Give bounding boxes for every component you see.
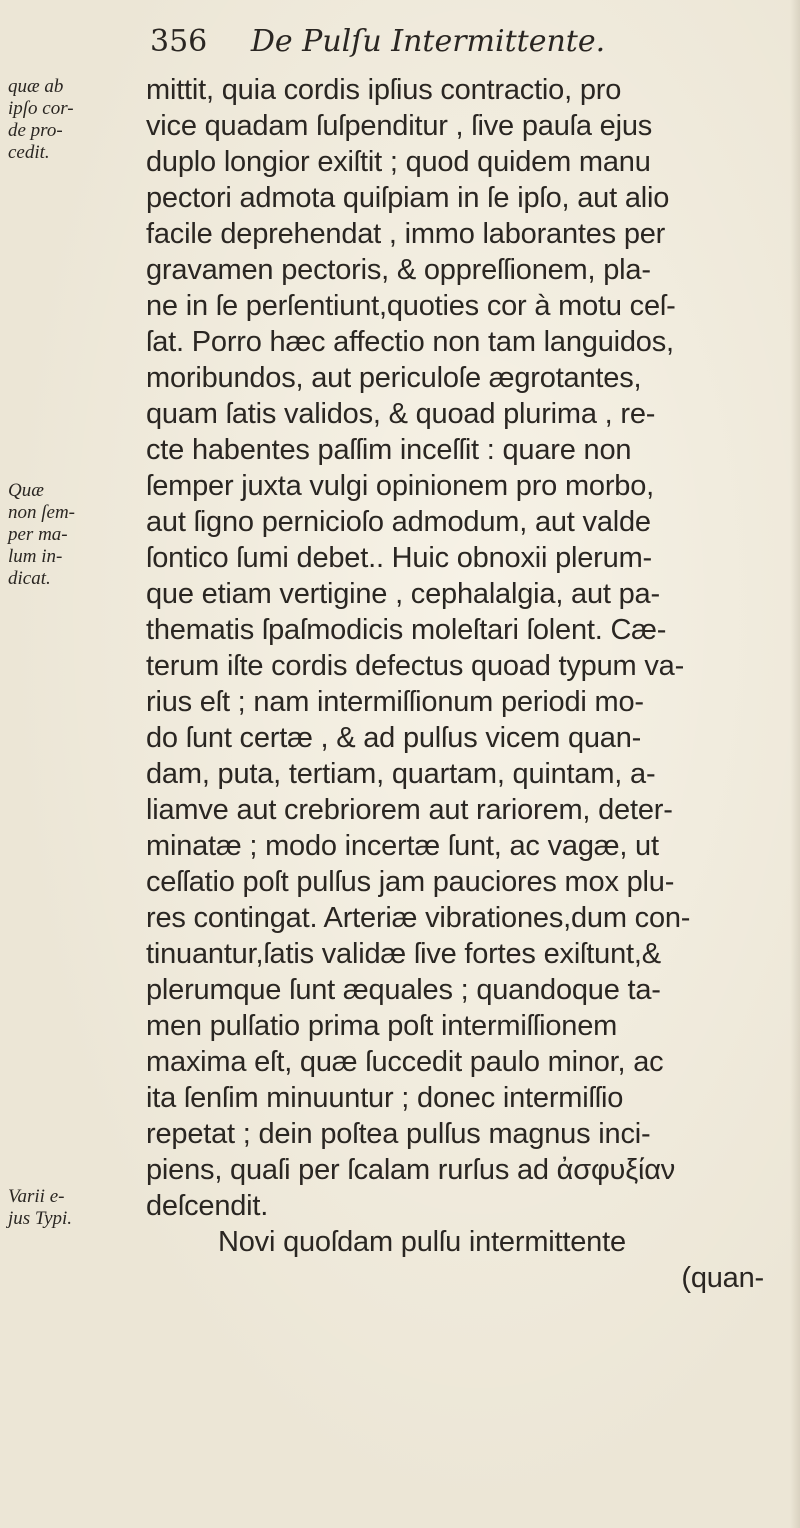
text-line: repetat ; dein poſtea pulſus magnus inci- — [146, 1118, 651, 1150]
text-line: pectori admota quiſpiam in ſe ipſo, aut alio — [146, 182, 670, 214]
page-number: 356 — [150, 24, 208, 59]
margin-note-line: Quæ — [8, 480, 44, 501]
margin-note-line: jus Typi. — [8, 1208, 73, 1229]
text-line: thematis ſpaſmodicis moleſtari ſolent. Cæ- — [146, 614, 667, 646]
margin-notes — [0, 0, 140, 1528]
margin-note-line: quæ ab — [8, 76, 64, 97]
margin-note-line: ipſo cor- — [8, 98, 74, 119]
text-line: dam, puta, tertiam, quartam, quintam, a- — [146, 758, 656, 790]
text-line: ſemper juxta vulgi opinionem pro morbo, — [146, 470, 655, 502]
text-line: rius eſt ; nam intermiſſionum periodi mo- — [146, 686, 644, 718]
margin-note-line: Varii e- — [8, 1186, 65, 1207]
margin-note-line: non ſem- — [8, 502, 76, 523]
text-line: duplo longior exiſtit ; quod quidem manu — [146, 146, 651, 178]
text-line: minatæ ; modo incertæ ſunt, ac vagæ, ut — [146, 830, 659, 862]
page-edge-shadow — [790, 0, 800, 1528]
text-line: Novi quoſdam pulſu intermittente — [218, 1226, 626, 1258]
text-line: ſontico ſumi debet.. Huic obnoxii plerum- — [146, 542, 652, 574]
text-line: ceſſatio poſt pulſus jam pauciores mox plu- — [146, 866, 675, 898]
text-line: mittit, quia cordis ipſius contractio, pro — [146, 74, 622, 106]
text-line: cte habentes paſſim inceſſit : quare non — [146, 434, 632, 466]
catchword: (quan- — [681, 1262, 764, 1294]
text-line: terum iſte cordis defectus quoad typum va- — [146, 650, 685, 682]
text-line: maxima eſt, quæ ſuccedit paulo minor, ac — [146, 1046, 664, 1078]
text-line: aut ſigno pernicioſo admodum, aut valde — [146, 506, 651, 538]
running-title: De Pulſu Intermittente. — [250, 24, 606, 59]
text-line: res contingat. Arteriæ vibrationes,dum con- — [146, 902, 691, 934]
text-line: moribundos, aut periculoſe ægrotantes, — [146, 362, 642, 394]
text-line: quam ſatis validos, & quoad plurima , re- — [146, 398, 656, 430]
text-line: plerumque ſunt æquales ; quandoque ta- — [146, 974, 661, 1006]
text-line: liamve aut crebriorem aut rariorem, deter- — [146, 794, 673, 826]
margin-note-line: per ma- — [8, 524, 68, 545]
text-line: vice quadam ſuſpenditur , ſive pauſa ejus — [146, 110, 653, 142]
margin-note — [8, 76, 136, 164]
page-header — [150, 20, 750, 64]
text-line: tinuantur,ſatis validæ ſive fortes exiſtunt,& — [146, 938, 661, 970]
text-line: ſat. Porro hæc affectio non tam languidos, — [146, 326, 674, 358]
text-line: piens, quaſi per ſcalam rurſus ad ἀσφυξίαν — [146, 1154, 676, 1186]
text-line: facile deprehendat , immo laborantes per — [146, 218, 666, 250]
text-line: do ſunt certæ , & ad pulſus vicem quan- — [146, 722, 642, 754]
margin-note — [8, 1186, 136, 1230]
text-line: deſcendit. — [146, 1190, 269, 1222]
margin-note-line: dicat. — [8, 568, 51, 589]
text-line: gravamen pectoris, & oppreſſionem, pla- — [146, 254, 651, 286]
text-line: men pulſatio prima poſt intermiſſionem — [146, 1010, 618, 1042]
margin-note-line: lum in- — [8, 546, 63, 567]
margin-note — [8, 480, 136, 590]
text-line: ita ſenſim minuuntur ; donec intermiſſio — [146, 1082, 624, 1114]
margin-note-line: de pro- — [8, 120, 63, 141]
text-line: ne in ſe perſentiunt,quoties cor à motu ceſ- — [146, 290, 676, 322]
body-text — [146, 72, 790, 1296]
margin-note-line: cedit. — [8, 142, 50, 163]
text-line: que etiam vertigine , cephalalgia, aut pa- — [146, 578, 660, 610]
